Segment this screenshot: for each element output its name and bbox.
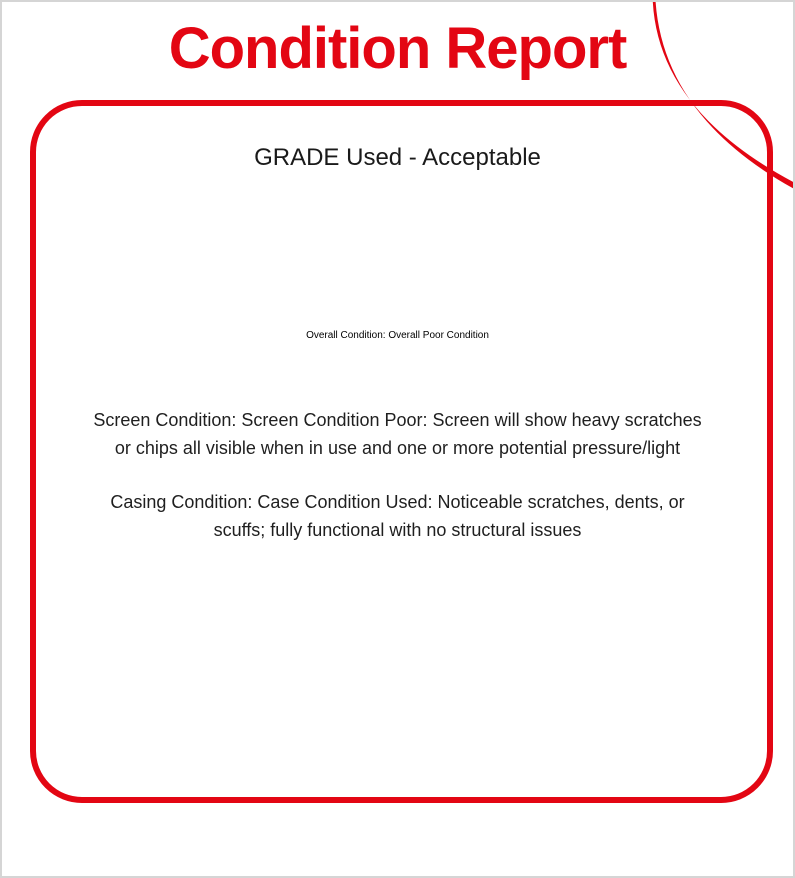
casing-condition-line-1: Casing Condition: Case Condition Used: Noticeable scratches, dents, or (110, 492, 685, 512)
screen-condition-text (58, 406, 738, 462)
page-title: Condition Report (168, 16, 627, 81)
screen-condition-line-1: Screen Condition: Screen Condition Poor: Screen will show heavy scratches (93, 410, 702, 430)
casing-condition-line-2: scuffs; fully functional with no structural issues (213, 520, 582, 540)
grade-heading: GRADE Used - Acceptable (254, 144, 541, 171)
casing-condition-text (58, 488, 738, 544)
screen-condition-line-2: or chips all visible when in use and one or more potential pressure/light (114, 438, 681, 458)
overall-condition-text: Overall Condition: Overall Poor Condition (306, 330, 489, 341)
